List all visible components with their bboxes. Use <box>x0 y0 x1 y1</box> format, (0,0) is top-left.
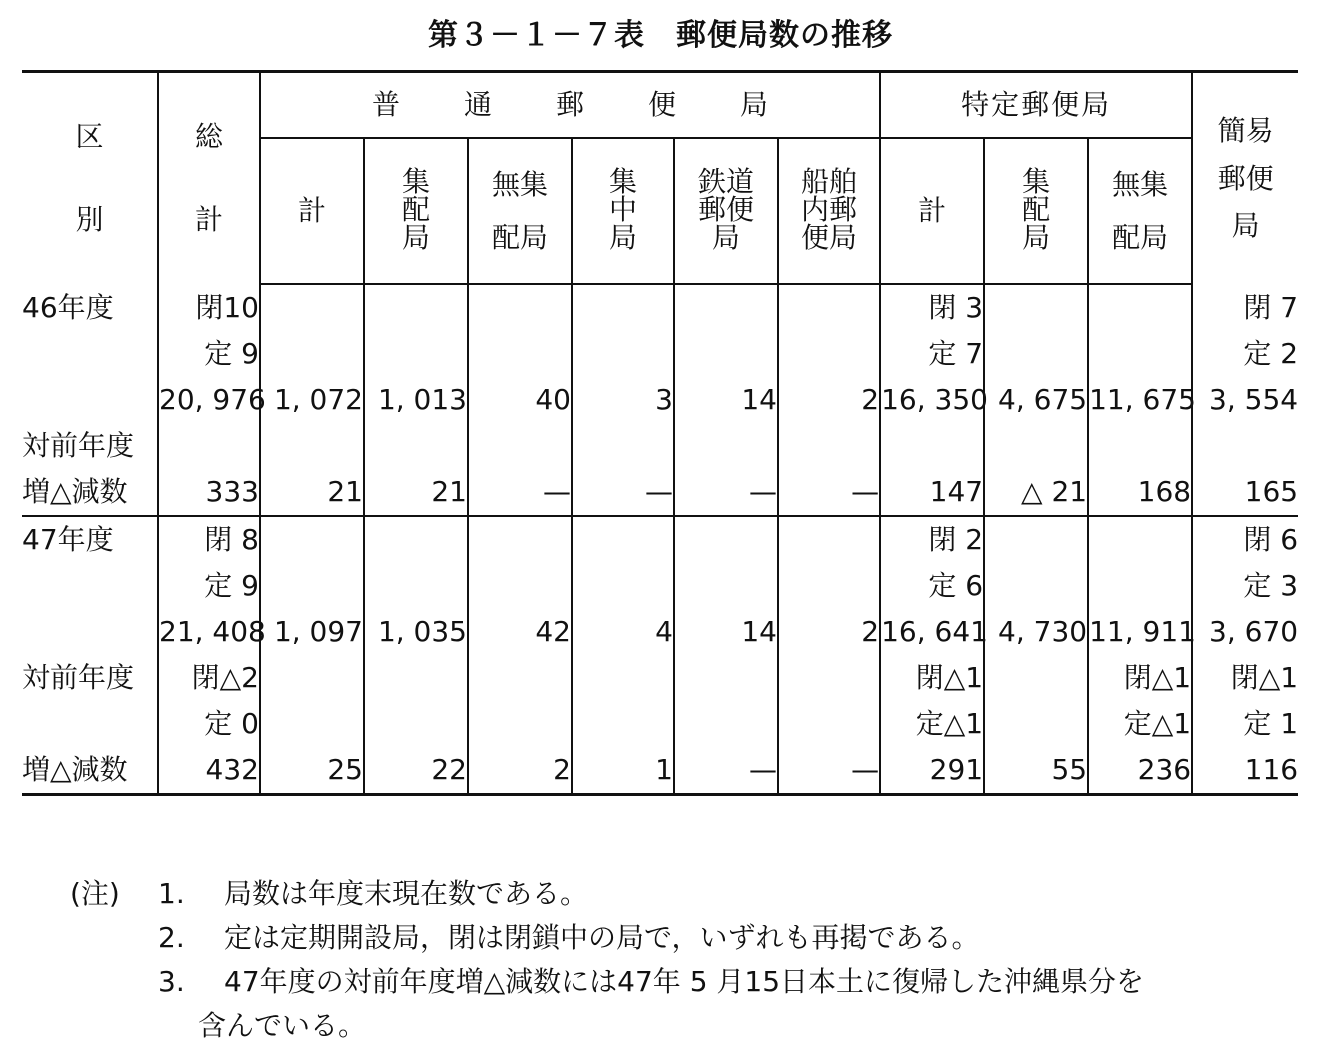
table-cell <box>572 655 674 701</box>
table-cell: 1, 097 <box>260 609 364 655</box>
header-futsu-shuhai: 集 配 局 <box>364 138 468 284</box>
table-cell <box>674 331 778 377</box>
table-cell: 定△1 <box>1088 701 1192 747</box>
table-cell: 21 <box>260 469 364 516</box>
table-cell <box>468 516 572 563</box>
table-cell: 21, 408 <box>158 609 260 655</box>
row-label-cell <box>22 609 158 655</box>
header-tokutei-mushuhai: 無集 配局 <box>1088 138 1192 284</box>
table-cell: 291 <box>880 747 984 795</box>
table-cell: 閉 6 <box>1192 516 1298 563</box>
header-futsu-kei: 計 <box>260 138 364 284</box>
table-cell <box>880 423 984 469</box>
table-title: 第３－１－７表 郵便局数の推移 <box>428 18 893 53</box>
table-cell: 1 <box>572 747 674 795</box>
table-cell: 定 0 <box>158 701 260 747</box>
table-cell: 閉△2 <box>158 655 260 701</box>
table-cell <box>468 701 572 747</box>
row-label-cell: 増△減数 <box>22 475 128 508</box>
table-row <box>22 563 1298 609</box>
note-text: 局数は年度末現在数である。 <box>224 877 589 910</box>
table-cell <box>778 284 880 331</box>
table-cell <box>674 516 778 563</box>
row-label-cell <box>22 377 158 423</box>
table-cell: 147 <box>880 469 984 516</box>
table-cell <box>260 655 364 701</box>
table-cell: 定 3 <box>1192 563 1298 609</box>
table-cell: 閉10 <box>158 284 260 331</box>
table-cell <box>572 284 674 331</box>
table-cell <box>260 563 364 609</box>
table-cell <box>572 516 674 563</box>
table-cell <box>778 701 880 747</box>
table-cell: 2 <box>468 747 572 795</box>
table-cell <box>778 655 880 701</box>
header-futsu-mushuhai: 無集 配局 <box>468 138 572 284</box>
table-row <box>22 469 1298 516</box>
table-cell: 1, 072 <box>260 377 364 423</box>
table-cell: — <box>674 469 778 516</box>
note-item <box>70 960 1300 1004</box>
table-cell: 定 7 <box>880 331 984 377</box>
row-label-cell <box>22 701 158 747</box>
table-cell <box>984 284 1088 331</box>
table-cell: 432 <box>158 747 260 795</box>
table-cell: 11, 911 <box>1088 609 1192 655</box>
table-row <box>22 609 1298 655</box>
table-cell <box>1088 331 1192 377</box>
row-label-cell <box>22 563 158 609</box>
notes-lead: (注) <box>70 877 120 910</box>
row-label-cell: 対前年度 <box>22 429 135 462</box>
table-cell <box>468 331 572 377</box>
table-cell: 40 <box>468 377 572 423</box>
header-soukei: 総 計 <box>158 72 260 285</box>
table-cell: 55 <box>984 747 1088 795</box>
post-office-table <box>22 70 1298 796</box>
note-number: 1. <box>158 877 185 910</box>
table-row <box>22 331 1298 377</box>
table-cell: 116 <box>1192 747 1298 795</box>
header-futsu-group: 普通郵便局 <box>260 72 880 139</box>
table-cell: △ 21 <box>984 469 1088 516</box>
notes <box>70 872 1300 1048</box>
table-cell <box>364 284 468 331</box>
table-cell <box>260 331 364 377</box>
table-cell: 閉△1 <box>880 655 984 701</box>
table-cell: — <box>674 747 778 795</box>
table-cell <box>1192 423 1298 469</box>
note-item <box>70 872 1300 916</box>
table-cell: 20, 976 <box>158 377 260 423</box>
table-cell <box>468 655 572 701</box>
table-body <box>22 284 1298 795</box>
table-cell: 定 9 <box>158 331 260 377</box>
table-cell: 3, 554 <box>1192 377 1298 423</box>
header-kubetsu: 区 別 <box>22 72 158 285</box>
table-cell <box>984 331 1088 377</box>
table-cell: 定 1 <box>1192 701 1298 747</box>
table-cell <box>572 423 674 469</box>
table-row <box>22 516 1298 563</box>
table-cell: 333 <box>158 469 260 516</box>
table-cell: 3 <box>572 377 674 423</box>
table-cell: 16, 641 <box>880 609 984 655</box>
table-cell: 定△1 <box>880 701 984 747</box>
table-row <box>22 747 1298 795</box>
note-text: 47年度の対前年度増△減数には47年 5 月15日本土に復帰した沖縄県分を <box>224 965 1145 998</box>
header-futsu-shuchu: 集 中 局 <box>572 138 674 284</box>
table-cell <box>984 516 1088 563</box>
table-cell: 165 <box>1192 469 1298 516</box>
table-cell <box>468 563 572 609</box>
table-cell <box>572 563 674 609</box>
table-cell <box>984 655 1088 701</box>
table-cell: 11, 675 <box>1088 377 1192 423</box>
table-cell <box>984 701 1088 747</box>
table-row <box>22 423 1298 469</box>
table-cell: 42 <box>468 609 572 655</box>
note-text: 定は定期開設局，閉は閉鎖中の局で，いずれも再掲である。 <box>224 921 980 954</box>
table-cell <box>674 284 778 331</box>
table-cell: — <box>778 469 880 516</box>
table-cell <box>674 563 778 609</box>
table-cell <box>572 701 674 747</box>
table-cell <box>260 423 364 469</box>
table-cell: 168 <box>1088 469 1192 516</box>
note-continuation: 含んでいる。 <box>198 1009 367 1042</box>
header-futsu-senpaku: 船舶 内郵 便局 <box>778 138 880 284</box>
table-cell <box>984 423 1088 469</box>
table-cell <box>778 331 880 377</box>
table-cell <box>468 423 572 469</box>
table-cell <box>260 284 364 331</box>
row-label-cell: 46年度 <box>22 290 114 324</box>
table-cell: 4 <box>572 609 674 655</box>
row-label-cell: 47年度 <box>22 516 158 563</box>
table-cell: 定 6 <box>880 563 984 609</box>
table-cell <box>364 563 468 609</box>
table-cell: 閉 7 <box>1192 284 1298 331</box>
table-cell: 236 <box>1088 747 1192 795</box>
table-cell <box>778 563 880 609</box>
row-label-cell <box>22 331 158 377</box>
table-cell <box>468 284 572 331</box>
header-tokutei-shuhai: 集 配 局 <box>984 138 1088 284</box>
row-label-cell: 対前年度 <box>22 661 135 694</box>
row-label-cell: 増△減数 <box>22 747 158 795</box>
note-item <box>70 916 1300 960</box>
table-cell <box>364 701 468 747</box>
table-cell <box>1088 563 1192 609</box>
table-cell: 閉 2 <box>880 516 984 563</box>
table-cell <box>260 701 364 747</box>
table-cell <box>572 331 674 377</box>
table-row <box>22 701 1298 747</box>
table-cell: — <box>778 747 880 795</box>
table-cell: 定 9 <box>158 563 260 609</box>
table-cell: 2 <box>778 609 880 655</box>
table-cell <box>674 701 778 747</box>
table-cell <box>674 655 778 701</box>
header-tokutei-kei: 計 <box>880 138 984 284</box>
table-cell: 閉 8 <box>158 516 260 563</box>
table-cell: 閉△1 <box>1088 655 1192 701</box>
table-cell <box>984 563 1088 609</box>
table-cell <box>364 331 468 377</box>
table-cell <box>364 423 468 469</box>
table-cell: 閉 3 <box>880 284 984 331</box>
table-cell <box>1088 284 1192 331</box>
table-cell <box>1088 423 1192 469</box>
table-row <box>22 377 1298 423</box>
header-futsu-tetsudo: 鉄道 郵便 局 <box>674 138 778 284</box>
table-cell: 21 <box>364 469 468 516</box>
table-cell: 14 <box>674 609 778 655</box>
table-cell: 14 <box>674 377 778 423</box>
table-row <box>22 655 1298 701</box>
table-row <box>22 284 1298 331</box>
table-cell <box>674 423 778 469</box>
table-cell: 22 <box>364 747 468 795</box>
table-cell: 定 2 <box>1192 331 1298 377</box>
table-cell <box>778 423 880 469</box>
table-cell: 25 <box>260 747 364 795</box>
table-cell <box>778 516 880 563</box>
header-tokutei-group: 特定郵便局 <box>880 72 1192 139</box>
header-kan-i: 簡易 郵便 局 <box>1192 72 1298 285</box>
table-cell: 2 <box>778 377 880 423</box>
table-cell: — <box>572 469 674 516</box>
table-cell <box>260 516 364 563</box>
table-cell: 1, 013 <box>364 377 468 423</box>
note-number: 2. <box>158 921 185 954</box>
table-cell: 3, 670 <box>1192 609 1298 655</box>
table-cell: 閉△1 <box>1192 655 1298 701</box>
note-number: 3. <box>158 965 185 998</box>
table-cell: 4, 730 <box>984 609 1088 655</box>
table-cell: 1, 035 <box>364 609 468 655</box>
table-cell <box>1088 516 1192 563</box>
table-cell: 4, 675 <box>984 377 1088 423</box>
table-cell <box>158 423 260 469</box>
table-cell <box>364 516 468 563</box>
table-cell <box>364 655 468 701</box>
table-cell: — <box>468 469 572 516</box>
table-cell: 16, 350 <box>880 377 984 423</box>
